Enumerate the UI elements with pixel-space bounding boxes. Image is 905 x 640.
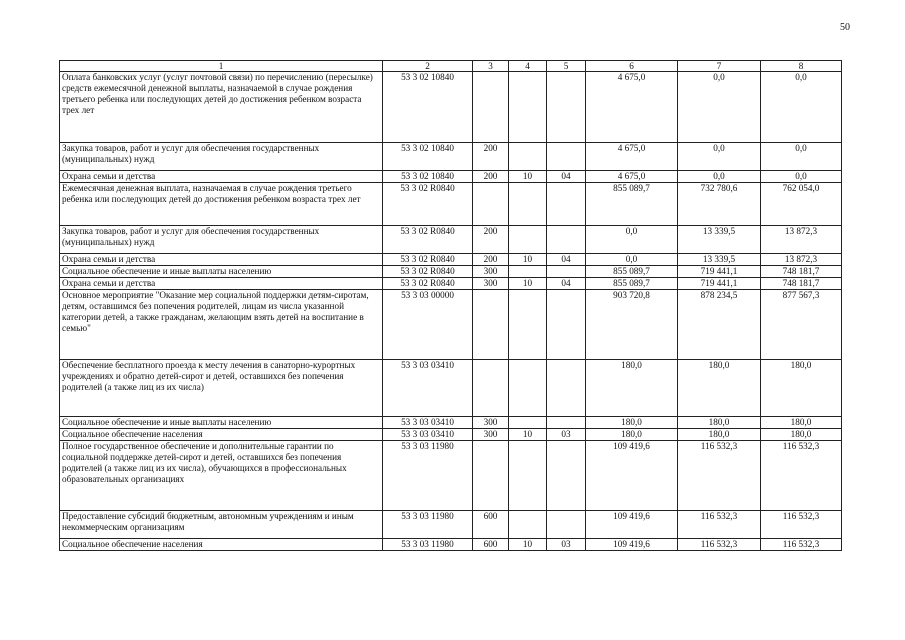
target-code-cell: 53 3 03 03410 <box>383 417 473 429</box>
subsection-cell <box>547 266 586 278</box>
target-code-cell: 53 3 03 11980 <box>383 511 473 539</box>
expense-type-cell: 300 <box>473 278 509 290</box>
amount-cell: 13 872,3 <box>761 254 842 266</box>
expense-type-cell: 600 <box>473 539 509 551</box>
amount-cell: 13 872,3 <box>761 226 842 254</box>
description-cell: Предоставление субсидий бюджетным, автономным учреждениям и иным некоммерческим организациям <box>60 511 383 539</box>
description-cell: Охрана семьи и детства <box>60 171 383 183</box>
amount-cell: 0,0 <box>761 143 842 171</box>
header-cell: 1 <box>60 61 383 72</box>
header-cell: 2 <box>383 61 473 72</box>
description-cell: Социальное обеспечение и иные выплаты населению <box>60 417 383 429</box>
table-row <box>60 417 842 429</box>
section-cell <box>509 143 547 171</box>
amount-cell: 0,0 <box>586 226 678 254</box>
description-cell: Социальное обеспечение и иные выплаты населению <box>60 266 383 278</box>
amount-cell: 180,0 <box>678 360 761 417</box>
amount-cell: 855 089,7 <box>586 266 678 278</box>
subsection-cell: 03 <box>547 429 586 441</box>
section-cell <box>509 183 547 226</box>
table-row <box>60 290 842 360</box>
amount-cell: 109 419,6 <box>586 539 678 551</box>
description-cell: Основное мероприятие "Оказание мер социальной поддержки детям-сиротам, детям, оставшимся без попечения родителей, лицам из числа указанной категории детей, а также гражданам, желающим взять детей на воспитание в семью" <box>60 290 383 360</box>
expense-type-cell <box>473 183 509 226</box>
header-cell: 5 <box>547 61 586 72</box>
amount-cell: 4 675,0 <box>586 143 678 171</box>
table-row <box>60 254 842 266</box>
amount-cell: 180,0 <box>761 417 842 429</box>
table-row <box>60 360 842 417</box>
amount-cell: 116 532,3 <box>761 511 842 539</box>
description-cell: Охрана семьи и детства <box>60 254 383 266</box>
table-row <box>60 143 842 171</box>
amount-cell: 116 532,3 <box>678 511 761 539</box>
target-code-cell: 53 3 03 11980 <box>383 441 473 511</box>
budget-table <box>59 60 842 551</box>
amount-cell: 732 780,6 <box>678 183 761 226</box>
description-cell: Социальное обеспечение населения <box>60 429 383 441</box>
section-cell: 10 <box>509 278 547 290</box>
subsection-cell: 03 <box>547 539 586 551</box>
subsection-cell <box>547 360 586 417</box>
section-cell: 10 <box>509 429 547 441</box>
subsection-cell <box>547 143 586 171</box>
table-row <box>60 266 842 278</box>
section-cell: 10 <box>509 254 547 266</box>
table-row <box>60 183 842 226</box>
table-row <box>60 226 842 254</box>
subsection-cell <box>547 290 586 360</box>
amount-cell: 877 567,3 <box>761 290 842 360</box>
expense-type-cell: 200 <box>473 143 509 171</box>
subsection-cell: 04 <box>547 278 586 290</box>
table-row <box>60 441 842 511</box>
amount-cell: 180,0 <box>761 429 842 441</box>
table-row <box>60 72 842 143</box>
description-cell: Полное государственное обеспечение и дополнительные гарантии по социальной поддержке детей-сирот и детей, оставшихся без попечения родителей (а также лиц из их числа), обучающихся в профессиональных образовательных организациях <box>60 441 383 511</box>
amount-cell: 180,0 <box>761 360 842 417</box>
header-cell: 3 <box>473 61 509 72</box>
expense-type-cell <box>473 441 509 511</box>
amount-cell: 180,0 <box>678 417 761 429</box>
target-code-cell: 53 3 02 10840 <box>383 143 473 171</box>
section-cell: 10 <box>509 539 547 551</box>
target-code-cell: 53 3 03 03410 <box>383 429 473 441</box>
amount-cell: 0,0 <box>678 171 761 183</box>
amount-cell: 4 675,0 <box>586 72 678 143</box>
amount-cell: 13 339,5 <box>678 254 761 266</box>
amount-cell: 180,0 <box>678 429 761 441</box>
amount-cell: 116 532,3 <box>761 539 842 551</box>
amount-cell: 748 181,7 <box>761 278 842 290</box>
target-code-cell: 53 3 03 00000 <box>383 290 473 360</box>
target-code-cell: 53 3 02 R0840 <box>383 226 473 254</box>
section-cell <box>509 72 547 143</box>
target-code-cell: 53 3 02 R0840 <box>383 278 473 290</box>
amount-cell: 180,0 <box>586 429 678 441</box>
page-number: 50 <box>840 22 850 33</box>
expense-type-cell: 200 <box>473 226 509 254</box>
expense-type-cell: 300 <box>473 417 509 429</box>
expense-type-cell <box>473 360 509 417</box>
target-code-cell: 53 3 02 R0840 <box>383 266 473 278</box>
expense-type-cell <box>473 290 509 360</box>
expense-type-cell: 300 <box>473 266 509 278</box>
expense-type-cell: 300 <box>473 429 509 441</box>
amount-cell: 116 532,3 <box>761 441 842 511</box>
amount-cell: 13 339,5 <box>678 226 761 254</box>
target-code-cell: 53 3 02 R0840 <box>383 183 473 226</box>
subsection-cell: 04 <box>547 254 586 266</box>
section-cell <box>509 226 547 254</box>
description-cell: Оплата банковских услуг (услуг почтовой связи) по перечислению (пересылке) средств ежемесячной денежной выплаты, назначаемой в случае рождения третьего ребенка или последующих детей до достижения ребенком возраста трех лет <box>60 72 383 143</box>
subsection-cell <box>547 441 586 511</box>
section-cell <box>509 266 547 278</box>
amount-cell: 116 532,3 <box>678 539 761 551</box>
amount-cell: 762 054,0 <box>761 183 842 226</box>
table-header-row <box>60 61 842 72</box>
header-cell: 8 <box>761 61 842 72</box>
subsection-cell <box>547 417 586 429</box>
expense-type-cell: 600 <box>473 511 509 539</box>
section-cell <box>509 441 547 511</box>
table-row <box>60 278 842 290</box>
amount-cell: 855 089,7 <box>586 278 678 290</box>
target-code-cell: 53 3 03 11980 <box>383 539 473 551</box>
expense-type-cell <box>473 72 509 143</box>
amount-cell: 0,0 <box>678 143 761 171</box>
section-cell <box>509 511 547 539</box>
target-code-cell: 53 3 02 10840 <box>383 171 473 183</box>
section-cell <box>509 417 547 429</box>
amount-cell: 0,0 <box>586 254 678 266</box>
amount-cell: 0,0 <box>678 72 761 143</box>
description-cell: Обеспечение бесплатного проезда к месту лечения в санаторно-курортных учреждениях и обратно детей-сирот и детей, оставшихся без попечения родителей (а также лиц из их числа) <box>60 360 383 417</box>
amount-cell: 4 675,0 <box>586 171 678 183</box>
section-cell: 10 <box>509 171 547 183</box>
amount-cell: 109 419,6 <box>586 511 678 539</box>
table-row <box>60 171 842 183</box>
description-cell: Закупка товаров, работ и услуг для обеспечения государственных (муниципальных) нужд <box>60 226 383 254</box>
amount-cell: 116 532,3 <box>678 441 761 511</box>
header-cell: 4 <box>509 61 547 72</box>
table-row <box>60 511 842 539</box>
amount-cell: 0,0 <box>761 72 842 143</box>
amount-cell: 719 441,1 <box>678 278 761 290</box>
amount-cell: 180,0 <box>586 417 678 429</box>
subsection-cell <box>547 72 586 143</box>
table-row <box>60 429 842 441</box>
amount-cell: 748 181,7 <box>761 266 842 278</box>
amount-cell: 878 234,5 <box>678 290 761 360</box>
amount-cell: 180,0 <box>586 360 678 417</box>
expense-type-cell: 200 <box>473 254 509 266</box>
amount-cell: 719 441,1 <box>678 266 761 278</box>
subsection-cell: 04 <box>547 171 586 183</box>
header-cell: 6 <box>586 61 678 72</box>
description-cell: Социальное обеспечение населения <box>60 539 383 551</box>
subsection-cell <box>547 226 586 254</box>
subsection-cell <box>547 511 586 539</box>
description-cell: Ежемесячная денежная выплата, назначаемая в случае рождения третьего ребенка или последующих детей до достижения ребенком возраста трех лет <box>60 183 383 226</box>
subsection-cell <box>547 183 586 226</box>
amount-cell: 0,0 <box>761 171 842 183</box>
description-cell: Закупка товаров, работ и услуг для обеспечения государственных (муниципальных) нужд <box>60 143 383 171</box>
amount-cell: 903 720,8 <box>586 290 678 360</box>
table-row <box>60 539 842 551</box>
section-cell <box>509 360 547 417</box>
header-cell: 7 <box>678 61 761 72</box>
section-cell <box>509 290 547 360</box>
amount-cell: 855 089,7 <box>586 183 678 226</box>
target-code-cell: 53 3 03 03410 <box>383 360 473 417</box>
target-code-cell: 53 3 02 10840 <box>383 72 473 143</box>
description-cell: Охрана семьи и детства <box>60 278 383 290</box>
amount-cell: 109 419,6 <box>586 441 678 511</box>
target-code-cell: 53 3 02 R0840 <box>383 254 473 266</box>
expense-type-cell: 200 <box>473 171 509 183</box>
